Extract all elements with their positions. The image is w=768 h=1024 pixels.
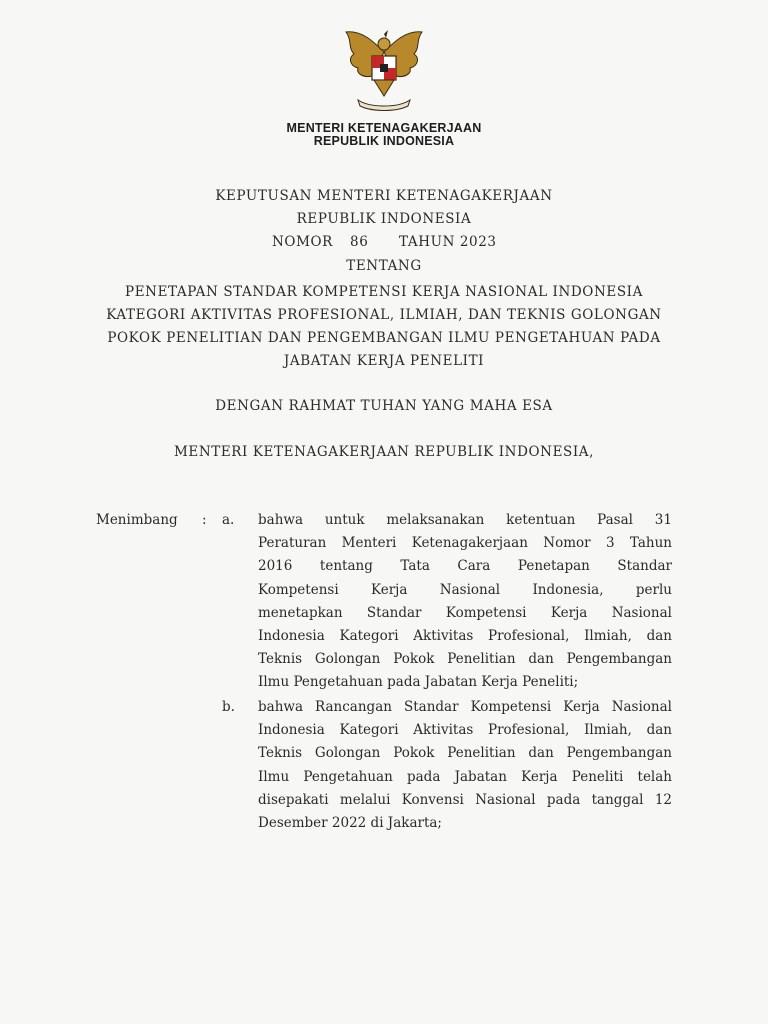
item-b-line: Teknis Golongan Pokok Penelitian dan Pengembangan — [258, 745, 672, 762]
item-a-line: 2016 tentang Tata Cara Penetapan Standar — [258, 558, 672, 575]
garuda-pancasila-emblem-icon — [334, 22, 434, 114]
item-b-marker: b. — [222, 699, 235, 715]
item-a-line: Ilmu Pengetahuan pada Jabatan Kerja Peneliti; — [258, 674, 579, 691]
item-b-line: Desember 2022 di Jakarta; — [258, 815, 442, 832]
item-a-text — [258, 509, 672, 695]
decree-title: KEPUTUSAN MENTERI KETENAGAKERJAAN — [215, 188, 553, 204]
tahun-label: TAHUN 2023 — [399, 234, 497, 250]
item-a-line: Indonesia Kategori Aktivitas Profesional, Ilmiah, dan — [258, 628, 672, 645]
menimbang-colon: : — [202, 512, 207, 528]
item-b-line: Ilmu Pengetahuan pada Jabatan Kerja Peneliti telah — [258, 768, 672, 785]
rahmat-line: DENGAN RAHMAT TUHAN YANG MAHA ESA — [215, 398, 553, 414]
item-a-line: bahwa untuk melaksanakan ketentuan Pasal 31 — [258, 512, 672, 528]
tentang-label: TENTANG — [346, 258, 422, 274]
item-a-marker: a. — [222, 512, 235, 528]
item-b-line: bahwa Rancangan Standar Kompetensi Kerja Nasional — [258, 699, 672, 715]
nomor-label: NOMOR — [272, 234, 333, 250]
item-a-line: Teknis Golongan Pokok Penelitian dan Pengembangan — [258, 651, 672, 668]
subject-line-3: POKOK PENELITIAN DAN PENGEMBANGAN ILMU PENGETAHUAN PADA — [107, 330, 661, 346]
item-a-line: Peraturan Menteri Ketenagakerjaan Nomor 3 Tahun — [258, 535, 672, 552]
item-b-line: Indonesia Kategori Aktivitas Profesional, Ilmiah, dan — [258, 722, 672, 739]
minister-title-line2: REPUBLIK INDONESIA — [313, 134, 455, 148]
item-b-text — [258, 696, 672, 835]
subject-line-2: KATEGORI AKTIVITAS PROFESIONAL, ILMIAH, DAN TEKNIS GOLONGAN — [106, 307, 662, 323]
minister-title-line1: MENTERI KETENAGAKERJAAN — [286, 121, 482, 135]
menimbang-label: Menimbang — [96, 512, 178, 528]
subject-line-1: PENETAPAN STANDAR KOMPETENSI KERJA NASIONAL INDONESIA — [125, 284, 643, 300]
item-a-line: Kompetensi Kerja Nasional Indonesia, perlu — [258, 581, 672, 598]
item-b-line: disepakati melalui Konvensi Nasional pada tanggal 12 — [258, 791, 672, 808]
decree-country: REPUBLIK INDONESIA — [296, 211, 472, 227]
item-a-line: menetapkan Standar Kompetensi Kerja Nasional — [258, 604, 672, 621]
menteri-line: MENTERI KETENAGAKERJAAN REPUBLIK INDONESIA, — [173, 444, 595, 460]
subject-line-4: JABATAN KERJA PENELITI — [283, 353, 485, 369]
nomor-value: 86 — [350, 234, 369, 250]
